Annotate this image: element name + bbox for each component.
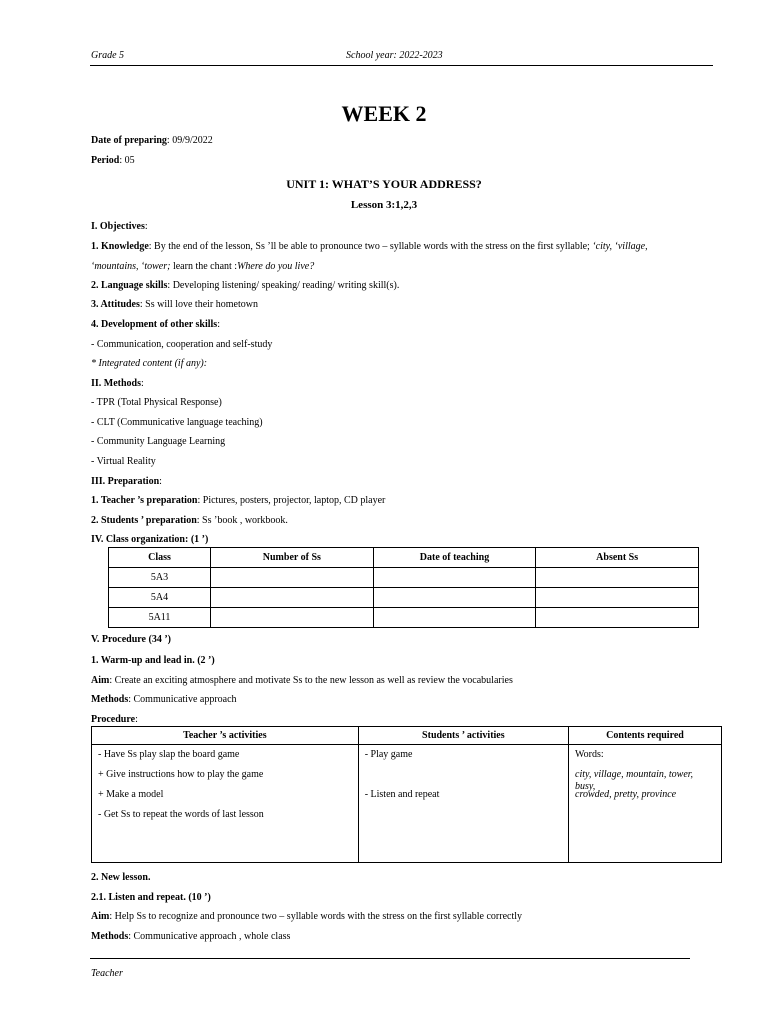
list-item: [365, 769, 562, 789]
integrated-text: * Integrated content (if any):: [91, 358, 208, 369]
integrated-content: [91, 358, 207, 369]
listen-heading-text: 2.1. Listen and repeat. (10 ’): [91, 892, 211, 903]
procedure-colon: :: [135, 714, 138, 725]
table-header: Contents required: [569, 727, 722, 745]
methods-item: - Community Language Learning: [91, 436, 226, 447]
procedure-label-line: [91, 714, 138, 725]
methods-heading: [91, 378, 144, 389]
contents-words: [575, 789, 715, 809]
table-cell: [536, 568, 699, 588]
class-org-heading-text: IV. Class organization: (1 ’): [91, 534, 209, 545]
date-value: : 09/9/2022: [166, 135, 213, 146]
table-cell: [211, 608, 374, 628]
preparation-colon: :: [159, 476, 162, 487]
warmup-heading-text: 1. Warm-up and lead in. (2 ’): [91, 655, 215, 666]
student-activities-cell: [358, 745, 568, 863]
contents-cell: [569, 745, 722, 863]
table-cell: [373, 568, 536, 588]
table-row: [109, 608, 699, 628]
student-prep-text: : Ss ’book , workbook.: [196, 515, 288, 526]
procedure-label: Procedure: [91, 714, 136, 725]
teacher-prep-label: 1. Teacher ’s preparation: [91, 495, 198, 506]
table-cell: [373, 608, 536, 628]
knowledge-words: ‘city, ‘village,: [592, 241, 648, 252]
methods-item: - CLT (Communicative language teaching): [91, 417, 263, 428]
class-org-heading: [91, 534, 208, 545]
contents-words-line: city, village, mountain, tower, busy,: [575, 769, 694, 792]
language-text: : Developing listening/ speaking/ reading/ writing skill(s).: [167, 280, 400, 291]
student-prep-label: 2. Students ’ preparation: [91, 515, 197, 526]
table-header: Date of teaching: [373, 548, 536, 568]
warmup-aim-label: Aim: [91, 675, 110, 686]
new-lesson-heading: [91, 872, 150, 883]
language-skills-line: [91, 280, 399, 291]
listen-methods-line: [91, 931, 290, 942]
methods-colon: :: [141, 378, 144, 389]
language-label: 2. Language skills: [91, 280, 168, 291]
knowledge-chant: Where do you live?: [237, 261, 315, 272]
preparation-heading: [91, 476, 162, 487]
contents-words: [575, 769, 715, 792]
development-label: 4. Development of other skills: [91, 319, 218, 330]
table-row: [109, 568, 699, 588]
knowledge-line2-text: learn the chant :: [170, 261, 238, 272]
development-colon: :: [217, 319, 220, 330]
date-line: [91, 135, 213, 146]
period-value: : 05: [119, 155, 135, 166]
table-cell: [373, 588, 536, 608]
warmup-aim-text: : Create an exciting atmosphere and motivate Ss to the new lesson as well as review the vocabularies: [109, 675, 513, 686]
warmup-methods-label: Methods: [91, 694, 129, 705]
teacher-prep-line: [91, 495, 385, 506]
table-header: Number of Ss: [211, 548, 374, 568]
attitudes-line: [91, 299, 258, 310]
listen-aim-line: [91, 911, 522, 922]
warmup-methods-text: : Communicative approach: [128, 694, 237, 705]
list-item: + Make a model: [98, 789, 164, 800]
lesson-title: Lesson 3:1,2,3: [350, 199, 418, 211]
contents-words-line: crowded, pretty, province: [575, 789, 677, 800]
procedure-heading: [91, 634, 171, 645]
objectives-heading-text: I. Objectives: [91, 221, 145, 232]
student-prep-line: [91, 515, 288, 526]
methods-item: - TPR (Total Physical Response): [91, 397, 222, 408]
activity-table: [91, 726, 722, 863]
table-cell: 5A3: [109, 568, 211, 588]
table-cell: 5A11: [109, 608, 211, 628]
footer-text: Teacher: [91, 968, 123, 979]
procedure-heading-text: V. Procedure (34 ’): [91, 634, 171, 645]
period-label: Period: [91, 155, 120, 166]
development-line: [91, 319, 220, 330]
header-grade: Grade 5: [91, 50, 125, 61]
table-header: Class: [109, 548, 211, 568]
knowledge-label: 1. Knowledge: [91, 241, 149, 252]
page-title: WEEK 2: [341, 101, 427, 126]
class-table: [108, 547, 699, 628]
knowledge-line-2: [91, 261, 314, 272]
table-cell: [211, 588, 374, 608]
methods-item: - Virtual Reality: [91, 456, 156, 467]
objectives-colon: :: [144, 221, 148, 232]
listen-aim-label: Aim: [91, 911, 110, 922]
header-school-year: School year: 2022-2023: [346, 50, 443, 61]
list-item: + Give instructions how to play the game: [98, 769, 264, 780]
date-label: Date of preparing: [91, 135, 167, 146]
table-header: Students ’ activities: [358, 727, 568, 745]
list-item: - Have Ss play slap the board game: [98, 749, 240, 760]
warmup-methods-line: [91, 694, 237, 705]
warmup-aim-line: [91, 675, 513, 686]
table-header-row: [92, 727, 722, 745]
teacher-activities-cell: [92, 745, 359, 863]
development-item: - Communication, cooperation and self-study: [91, 339, 273, 350]
contents-label: Words:: [575, 749, 604, 760]
table-header-row: [109, 548, 699, 568]
listen-aim-text: : Help Ss to recognize and pronounce two – syllable words with the stress on the first syllable correctly: [109, 911, 523, 922]
knowledge-line2-words: ‘mountains, ‘tower;: [91, 261, 171, 272]
objectives-heading: [91, 221, 148, 232]
listen-methods-text: : Communicative approach , whole class: [128, 931, 291, 942]
listen-methods-label: Methods: [91, 931, 129, 942]
list-item: - Get Ss to repeat the words of last lesson: [98, 809, 264, 820]
listen-heading: [91, 892, 211, 903]
table-row: [92, 745, 722, 863]
teacher-prep-text: : Pictures, posters, projector, laptop, CD player: [197, 495, 386, 506]
warmup-heading: [91, 655, 215, 666]
list-item: - Play game: [364, 749, 413, 760]
period-line: [91, 155, 135, 166]
list-item: - Listen and repeat: [364, 789, 440, 800]
knowledge-line: [91, 241, 648, 252]
unit-title: UNIT 1: WHAT’S YOUR ADDRESS?: [286, 177, 482, 191]
footer-divider: [90, 958, 690, 959]
table-cell: 5A4: [109, 588, 211, 608]
table-cell: [536, 588, 699, 608]
table-row: [109, 588, 699, 608]
table-cell: [536, 608, 699, 628]
new-lesson-heading-text: 2. New lesson.: [91, 872, 151, 883]
attitudes-label: 3. Attitudes: [91, 299, 140, 310]
preparation-heading-text: III. Preparation: [91, 476, 160, 487]
header-divider: [90, 65, 713, 66]
table-cell: [211, 568, 374, 588]
methods-heading-text: II. Methods: [91, 378, 142, 389]
attitudes-text: : Ss will love their hometown: [139, 299, 258, 310]
knowledge-text: : By the end of the lesson, Ss ’ll be able to pronounce two – syllable words with the stress on the first syllable;: [148, 241, 593, 252]
table-header: Absent Ss: [536, 548, 699, 568]
table-header: Teacher ’s activities: [92, 727, 359, 745]
